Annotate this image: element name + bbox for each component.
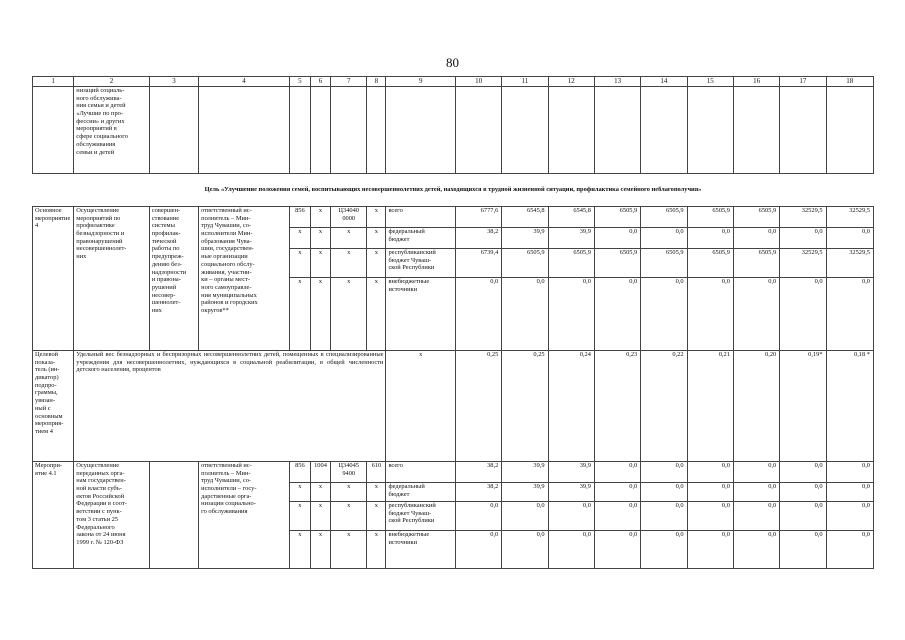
header-cell: 4 (199, 77, 290, 87)
value-cell: 6505,9 (687, 207, 733, 228)
header-cell: 10 (455, 77, 501, 87)
continuation-text: низаций социаль- ного обслужива- ния семьи и детей «Лучшие по про- фессии» и других мероприятий в сфере социального обслуживания семьи и детей (74, 87, 150, 174)
value-cell: 0,0 (687, 531, 733, 569)
header-cell: 5 (289, 77, 310, 87)
indicator-label: Целевой показа- тель (ин- дикатор) подпро- граммы, увязан- ный с основным мероприя- тием 4 (33, 351, 74, 462)
value-cell: 39,9 (502, 483, 548, 502)
value-cell: 0,0 (780, 228, 826, 249)
continuation-row (33, 87, 874, 174)
cell (33, 87, 74, 174)
cell (641, 87, 687, 174)
cell (386, 87, 455, 174)
value-cell: 0,0 (594, 531, 640, 569)
value-cell: 0,0 (733, 278, 779, 351)
cell: х (367, 207, 386, 228)
indicator-text: Удельный вес безнадзорных и беспризорных несовершеннолетних детей, помещенных в специализированные учреждения для несовершеннолетних, нуждающихся в социальной реабилитации, в общей численности детского населения, процентов (74, 351, 386, 462)
cell: х (367, 531, 386, 569)
header-cell: 11 (502, 77, 548, 87)
cell (310, 87, 330, 174)
value-cell: 0,25 (455, 351, 501, 462)
cell: х (331, 483, 367, 502)
value-cell: 6505,9 (594, 207, 640, 228)
goal-row (33, 174, 874, 207)
value-cell: 0,0 (455, 531, 501, 569)
indicator-row (33, 351, 874, 462)
cell: 856 (289, 462, 310, 483)
value-cell: 0,0 (780, 462, 826, 483)
value-cell: 0,24 (548, 351, 594, 462)
header-cell: 9 (386, 77, 455, 87)
header-cell: 2 (74, 77, 150, 87)
value-cell: 0,0 (548, 531, 594, 569)
value-cell: 6505,9 (502, 249, 548, 278)
cell: 610 (367, 462, 386, 483)
table-row (33, 462, 874, 483)
funding-source: внебюджетные источники (386, 278, 455, 351)
cell: х (310, 278, 330, 351)
cell: х (367, 483, 386, 502)
cell: х (331, 502, 367, 531)
value-cell: 0,0 (826, 531, 873, 569)
cell: х (367, 502, 386, 531)
cell (687, 87, 733, 174)
cell: х (289, 228, 310, 249)
value-cell: 0,0 (594, 462, 640, 483)
header-cell: 15 (687, 77, 733, 87)
header-cell: 14 (641, 77, 687, 87)
value-cell: 0,0 (455, 502, 501, 531)
header-cell: 1 (33, 77, 74, 87)
value-cell: 0,0 (641, 462, 687, 483)
value-cell: 0,0 (548, 278, 594, 351)
value-cell: 6505,9 (733, 249, 779, 278)
value-cell: 6739,4 (455, 249, 501, 278)
value-cell: 6505,9 (733, 207, 779, 228)
cell: х (289, 278, 310, 351)
main-activity-label: Основное мероприятие 4 (33, 207, 74, 351)
cell: х (310, 207, 330, 228)
value-cell: 6505,9 (548, 249, 594, 278)
funding-source: внебюджетные источники (386, 531, 455, 569)
value-cell: 6545,8 (548, 207, 594, 228)
value-cell: 0,0 (641, 502, 687, 531)
value-cell: 0,0 (780, 502, 826, 531)
header-cell: 16 (733, 77, 779, 87)
cell (733, 87, 779, 174)
main-activity-result: совершен- ствование системы профилак- тической работы по предупреж- дению без- надзорности и правона- рушений несовер- шеннолет- них (149, 207, 198, 351)
value-cell: 39,9 (548, 483, 594, 502)
value-cell: 0,0 (826, 483, 873, 502)
value-cell: 0,0 (780, 483, 826, 502)
main-activity-name: Осуществление мероприятий по профилактике безнадзорности и правонарушений несовершеннолет- них (74, 207, 150, 351)
value-cell: 0,0 (687, 228, 733, 249)
cell: х (310, 483, 330, 502)
cell: х (367, 278, 386, 351)
cell (367, 87, 386, 174)
cell: х (289, 249, 310, 278)
value-cell: 0,20 (733, 351, 779, 462)
value-cell: 6505,9 (641, 207, 687, 228)
cell (289, 87, 310, 174)
value-cell: 0,0 (455, 278, 501, 351)
main-activity-executors: ответственный ис- полнитель – Мин- труд Чувашии, со- исполнители Мин- образования Чува- шии, государствен- ные организации социального обслу- живания, участни- ки – органы мест- ного самоуправле- ния муниципальных районов и городских округов** (199, 207, 290, 351)
value-cell: 0,0 (733, 502, 779, 531)
funding-source: республиканский бюджет Чуваш- ской Республики (386, 502, 455, 531)
funding-source: федеральный бюджет (386, 483, 455, 502)
cell: х (310, 502, 330, 531)
value-cell: 0,0 (826, 502, 873, 531)
value-cell: 0,0 (594, 502, 640, 531)
cell (826, 87, 873, 174)
cell: х (386, 351, 455, 462)
cell (331, 87, 367, 174)
value-cell: 39,9 (502, 462, 548, 483)
header-cell: 7 (331, 77, 367, 87)
value-cell: 0,0 (826, 228, 873, 249)
header-cell: 13 (594, 77, 640, 87)
value-cell: 0,0 (594, 278, 640, 351)
cell: х (367, 228, 386, 249)
value-cell: 0,23 (594, 351, 640, 462)
value-cell: 32529,5 (780, 207, 826, 228)
header-cell: 18 (826, 77, 873, 87)
value-cell: 6777,6 (455, 207, 501, 228)
value-cell: 0,0 (594, 228, 640, 249)
value-cell: 39,9 (502, 228, 548, 249)
cell: х (331, 278, 367, 351)
goal-text: Цель «Улучшение положения семей, воспитывающих несовершеннолетних детей, находящихся в трудной жизненной ситуации, профилактика семейного неблагополучия» (33, 174, 874, 207)
cell (199, 87, 290, 174)
activity-result (149, 462, 198, 569)
cell: Ц34045 9400 (331, 462, 367, 483)
value-cell: 0,18 * (826, 351, 873, 462)
value-cell: 0,0 (733, 228, 779, 249)
value-cell: 0,0 (826, 462, 873, 483)
value-cell: 0,0 (733, 483, 779, 502)
value-cell: 0,0 (641, 483, 687, 502)
value-cell: 0,0 (733, 531, 779, 569)
funding-source: всего (386, 462, 455, 483)
value-cell: 0,0 (826, 278, 873, 351)
value-cell: 0,22 (641, 351, 687, 462)
value-cell: 38,2 (455, 483, 501, 502)
value-cell: 0,0 (502, 502, 548, 531)
cell: х (289, 531, 310, 569)
cell (594, 87, 640, 174)
value-cell: 0,21 (687, 351, 733, 462)
value-cell: 0,0 (641, 531, 687, 569)
value-cell: 32529,5 (826, 249, 873, 278)
value-cell: 0,0 (687, 278, 733, 351)
activity-label: Меропри- ятие 4.1 (33, 462, 74, 569)
cell (455, 87, 501, 174)
cell (780, 87, 826, 174)
funding-source: федеральный бюджет (386, 228, 455, 249)
value-cell: 6505,9 (687, 249, 733, 278)
value-cell: 0,0 (780, 531, 826, 569)
cell: х (331, 531, 367, 569)
value-cell: 0,0 (780, 278, 826, 351)
cell: х (289, 502, 310, 531)
value-cell: 0,0 (733, 462, 779, 483)
cell (149, 87, 198, 174)
value-cell: 32529,5 (780, 249, 826, 278)
program-table (32, 76, 874, 569)
cell: х (331, 228, 367, 249)
funding-source: всего (386, 207, 455, 228)
value-cell: 6505,9 (641, 249, 687, 278)
cell: х (367, 249, 386, 278)
value-cell: 0,0 (502, 531, 548, 569)
cell: 1004 (310, 462, 330, 483)
page-number: 80 (446, 55, 459, 70)
cell: х (289, 483, 310, 502)
cell: х (331, 249, 367, 278)
header-row (33, 77, 874, 87)
header-cell: 12 (548, 77, 594, 87)
value-cell: 0,0 (594, 483, 640, 502)
value-cell: 0,0 (687, 502, 733, 531)
cell: Ц34040 0000 (331, 207, 367, 228)
funding-source: республиканский бюджет Чуваш- ской Республики (386, 249, 455, 278)
cell: х (310, 249, 330, 278)
header-cell: 3 (149, 77, 198, 87)
value-cell: 0,19* (780, 351, 826, 462)
value-cell: 0,0 (641, 228, 687, 249)
cell (502, 87, 548, 174)
value-cell: 0,0 (548, 502, 594, 531)
cell: х (310, 228, 330, 249)
header-cell: 8 (367, 77, 386, 87)
value-cell: 39,9 (548, 462, 594, 483)
cell (548, 87, 594, 174)
value-cell: 39,9 (548, 228, 594, 249)
value-cell: 0,0 (502, 278, 548, 351)
table-row (33, 207, 874, 228)
value-cell: 38,2 (455, 228, 501, 249)
header-cell: 17 (780, 77, 826, 87)
cell: 856 (289, 207, 310, 228)
value-cell: 6505,9 (594, 249, 640, 278)
value-cell: 38,2 (455, 462, 501, 483)
value-cell: 32529,5 (826, 207, 873, 228)
activity-executors: ответственный ис- полнитель – Мин- труд Чувашии, со- исполнители – госу- дарственные орга- низации социально- го обслуживания (199, 462, 290, 569)
activity-name: Осуществление переданных орга- нам государствен- ной власти субъ- ектов Российской Федерации в соот- ветствии с пунк- том 3 статьи 25 Федерального закона от 24 июня 1999 г. № 120-ФЗ (74, 462, 150, 569)
value-cell: 0,0 (687, 483, 733, 502)
value-cell: 0,25 (502, 351, 548, 462)
value-cell: 6545,8 (502, 207, 548, 228)
header-cell: 6 (310, 77, 330, 87)
value-cell: 0,0 (687, 462, 733, 483)
value-cell: 0,0 (641, 278, 687, 351)
cell: х (310, 531, 330, 569)
